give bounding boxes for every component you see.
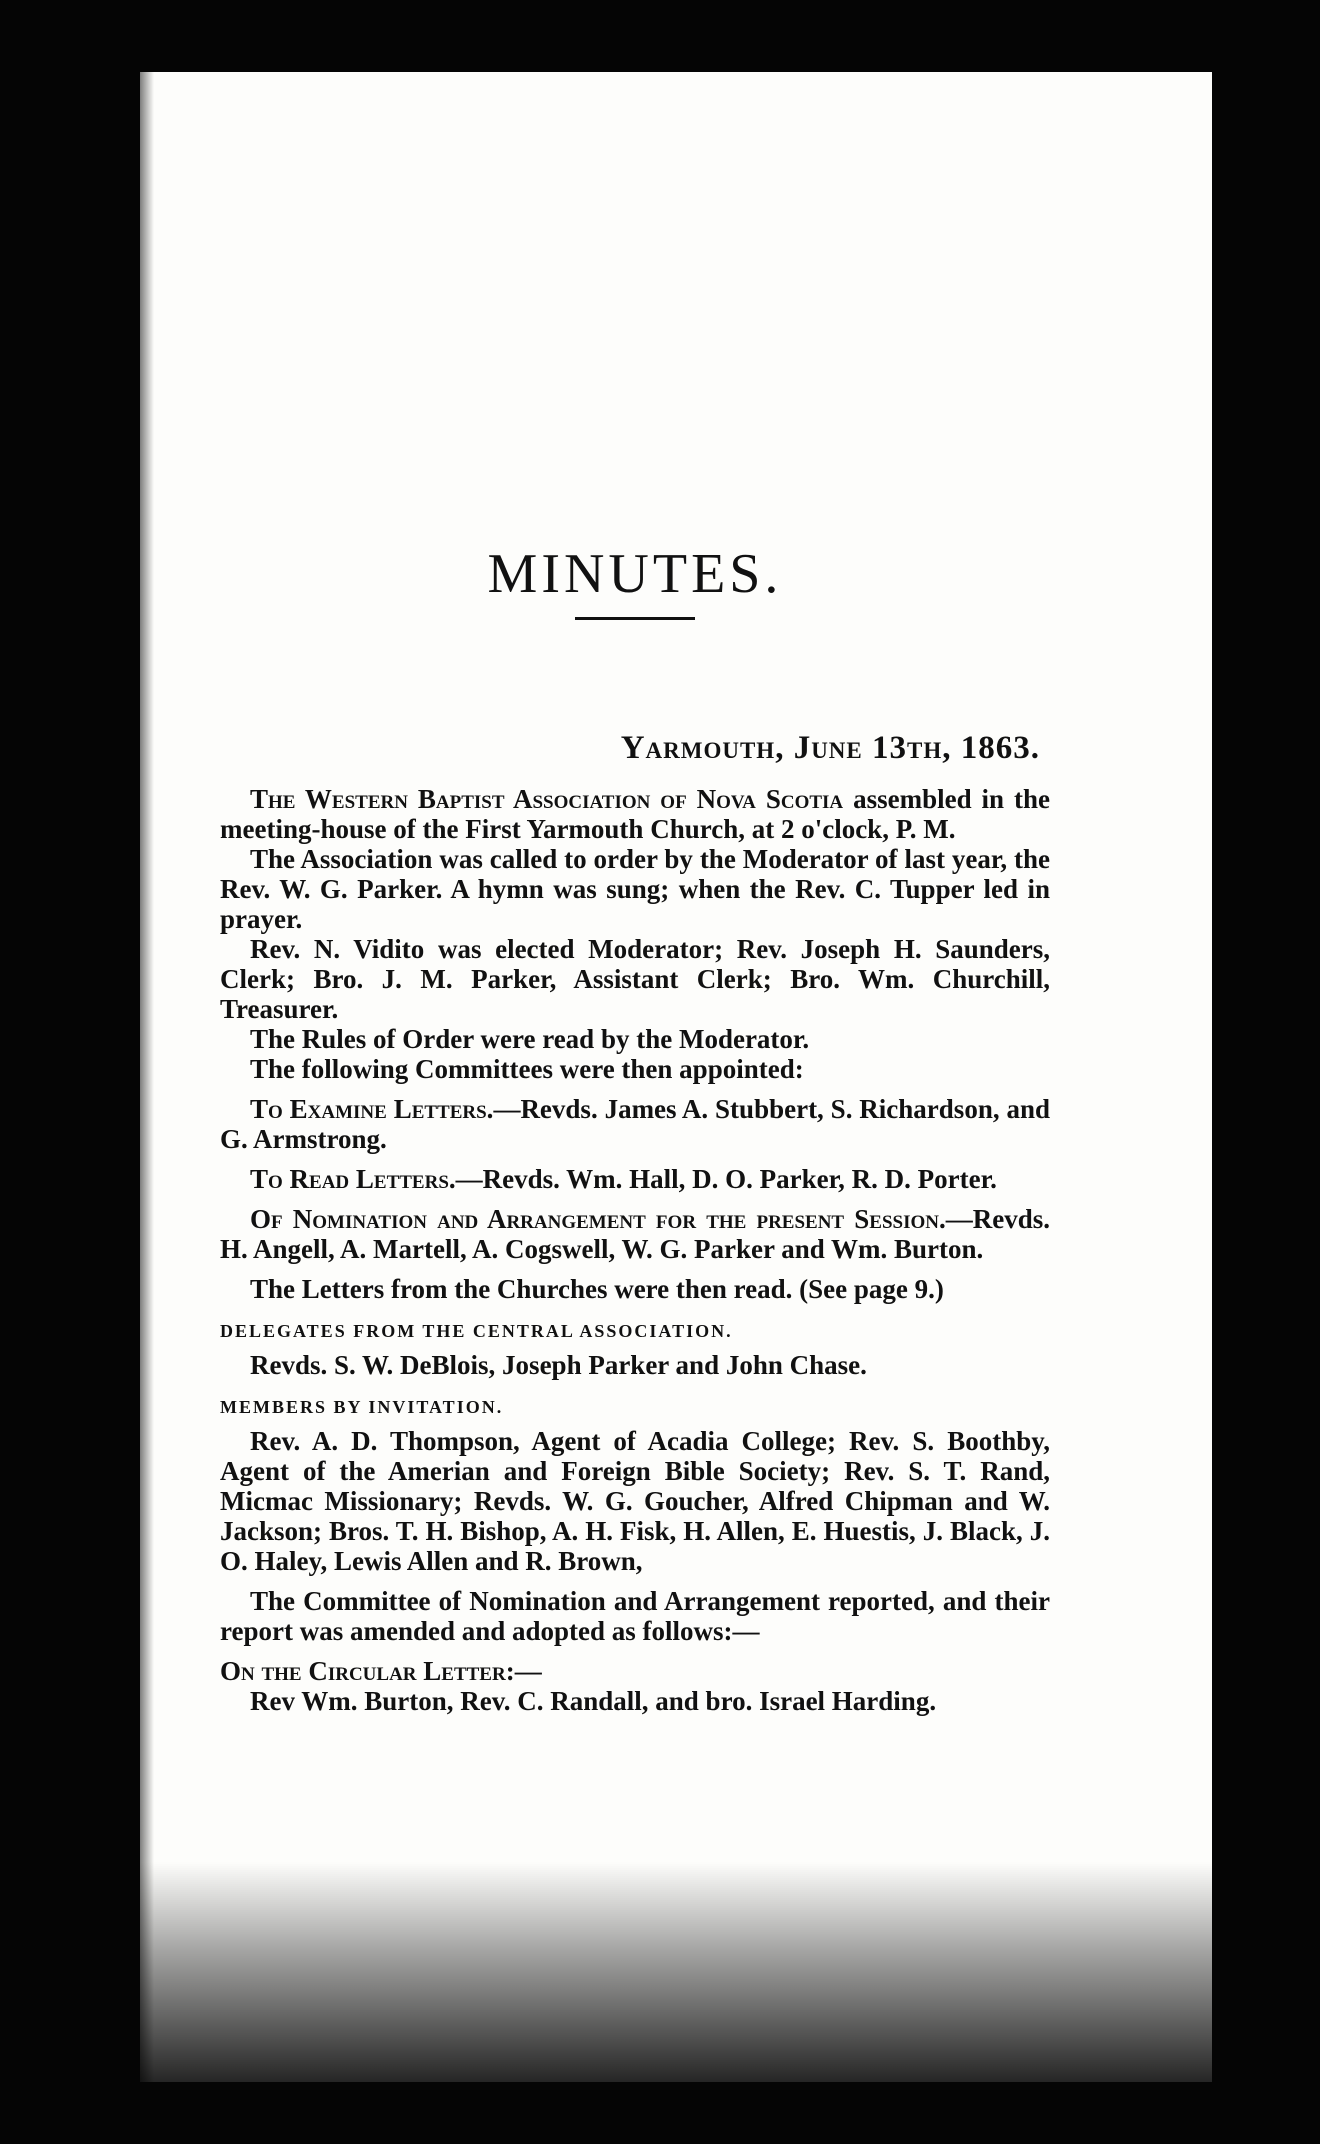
paragraph-letters-read: The Letters from the Churches were then read. (See page 9.) (250, 1274, 944, 1304)
committee-nomination (220, 1204, 1050, 1264)
heading-members-by-invitation: MEMBERS BY INVITATION. (220, 1397, 504, 1417)
committee-read-letters (220, 1164, 1050, 1194)
committee-examine-letters-title: To Examine Letters. (250, 1094, 494, 1124)
title-rule (575, 617, 695, 620)
committee-examine-letters (220, 1094, 1050, 1154)
circular-letter-dash: — (514, 1656, 542, 1686)
page-edge-shadow (140, 72, 154, 2082)
members-list: Rev. A. D. Thompson, Agent of Acadia College; Rev. S. Boothby, Agent of the Amerian and Foreign Bible Society; Rev. S. T. Rand, Micmac Missionary; Revds. W. G. Goucher, Alfred Chipman and W. Jackson; Bros. T. H. Bishop, A. H. Fisk, H. Allen, E. Huestis, J. Black, J. O. Haley, Lewis Allen and R. Brown, (220, 1426, 1050, 1576)
circular-letter-title: On the Circular Letter: (220, 1656, 515, 1686)
paragraph-elections: Rev. N. Vidito was elected Moderator; Rev. Joseph H. Saunders, Clerk; Bro. J. M. Parker, Assistant Clerk; Bro. Wm. Churchill, Treasurer. (220, 934, 1050, 1024)
paragraph-assembly (220, 784, 1050, 844)
association-name: The Western Baptist Association of Nova Scotia (250, 784, 844, 814)
circular-letter-heading (220, 1656, 1050, 1686)
heading-delegates: DELEGATES FROM THE CENTRAL ASSOCIATION. (220, 1321, 733, 1341)
paragraph-assembly-text: assembled in the meeting-house of the First Yarmouth Church, at 2 o'clock, P. M. (220, 784, 1050, 844)
committee-read-letters-title: To Read Letters. (250, 1164, 456, 1194)
committee-nomination-members: —Revds. H. Angell, A. Martell, A. Cogswell, W. G. Parker and Wm. Burton. (220, 1204, 1050, 1264)
page-bottom-shadow (140, 1862, 1212, 2082)
committee-examine-letters-members: —Revds. James A. Stubbert, S. Richardson, and G. Armstrong. (220, 1094, 1050, 1154)
document-page (140, 72, 1212, 2082)
paragraph-committees-intro: The following Committees were then appointed: (250, 1054, 804, 1084)
page-title: MINUTES. (487, 543, 783, 605)
paragraph-call-to-order: The Association was called to order by the Moderator of last year, the Rev. W. G. Parker. A hymn was sung; when the Rev. C. Tupper led in prayer. (220, 844, 1050, 934)
paragraph-rules-of-order: The Rules of Order were read by the Moderator. (250, 1024, 810, 1054)
committee-nomination-title: Of Nomination and Arrangement for the present Session. (250, 1204, 946, 1234)
committee-read-letters-members: —Revds. Wm. Hall, D. O. Parker, R. D. Porter. (455, 1164, 997, 1194)
minutes-body (220, 784, 1050, 1716)
dateline: Yarmouth, June 13th, 1863. (620, 730, 1040, 766)
paragraph-committee-report: The Committee of Nomination and Arrangement reported, and their report was amended and adopted as follows:— (220, 1586, 1050, 1646)
delegates-list: Revds. S. W. DeBlois, Joseph Parker and John Chase. (250, 1350, 867, 1380)
circular-letter-names: Rev Wm. Burton, Rev. C. Randall, and bro. Israel Harding. (250, 1686, 937, 1716)
